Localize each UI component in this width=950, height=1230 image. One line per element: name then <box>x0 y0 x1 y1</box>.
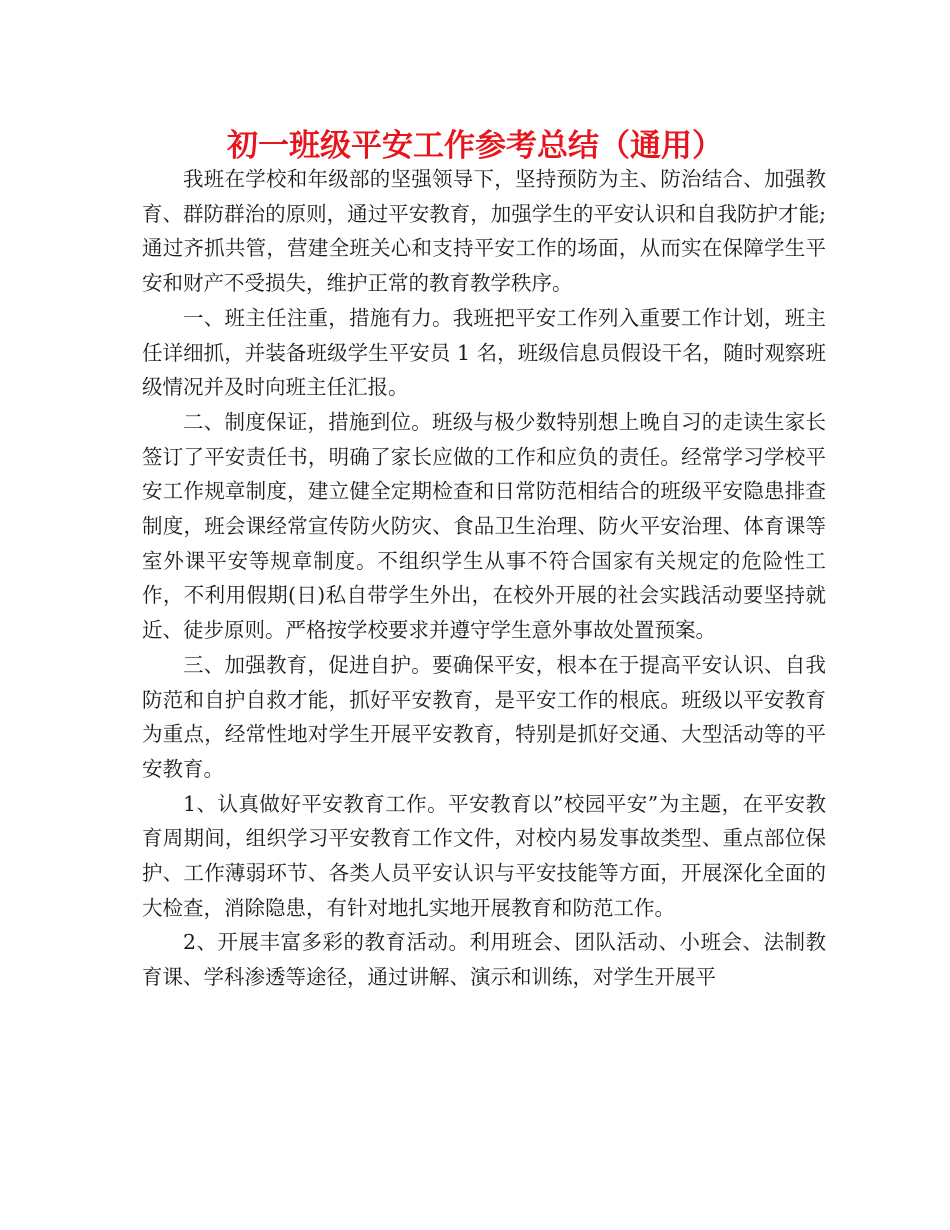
document-body <box>142 162 826 995</box>
document-title: 初一班级平安工作参考总结（通用） <box>227 128 723 164</box>
paragraph-section-3: 三、加强教育，促进自护。要确保平安，根本在于提高平安认识、自我防范和自护自救才能，抓好平安教育，是平安工作的根底。班级以平安教育为重点，经常性地对学生开展平安教育，特别是抓好交通、大型活动等的平安教育。 <box>142 652 826 781</box>
paragraph-item-2: 2、开展丰富多彩的教育活动。利用班会、团队活动、小班会、法制教育课、学科渗透等途径，通过讲解、演示和训练，对学生开展平 <box>142 930 826 990</box>
paragraph-section-1: 一、班主任注重，措施有力。我班把平安工作列入重要工作计划，班主任详细抓，并装备班级学生平安员 1 名，班级信息员假设干名，随时观察班级情况并及时向班主任汇报。 <box>142 305 826 400</box>
paragraph-section-2: 二、制度保证，措施到位。班级与极少数特别想上晚自习的走读生家长签订了平安责任书，明确了家长应做的工作和应负的责任。经常学习学校平安工作规章制度，建立健全定期检查和日常防范相结合的班级平安隐患排查制度，班会课经常宣传防火防灾、食品卫生治理、防火平安治理、体育课等室外课平安等规章制度。不组织学生从事不符合国家有关规定的危险性工作，不利用假期(日)私自带学生外出，在校外开展的社会实践活动要坚持就近、徒步原则。严格按学校要求并遵守学生意外事故处置预案。 <box>142 409 826 643</box>
paragraph-item-1: 1、认真做好平安教育工作。平安教育以”校园平安”为主题，在平安教育周期间，组织学习平安教育工作文件，对校内易发事故类型、重点部位保护、工作薄弱环节、各类人员平安认识与平安技能等方面，开展深化全面的大检查，消除隐患，有针对地扎实地开展教育和防范工作。 <box>142 791 826 920</box>
paragraph-intro: 我班在学校和年级部的坚强领导下，坚持预防为主、防治结合、加强教育、群防群治的原则，通过平安教育，加强学生的平安认识和自我防护才能;通过齐抓共管，营建全班关心和支持平安工作的场面，从而实在保障学生平安和财产不受损失，维护正常的教育教学秩序。 <box>142 167 826 296</box>
